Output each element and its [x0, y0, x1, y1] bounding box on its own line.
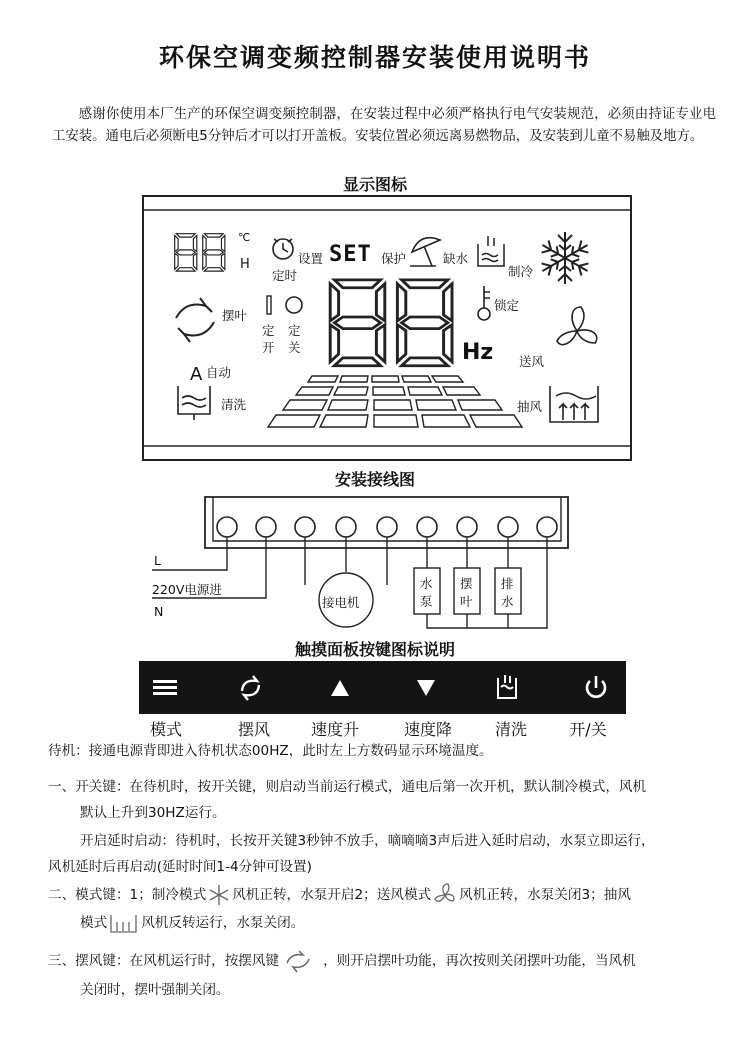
lock-key-icon	[478, 286, 490, 320]
timed-on-label-1: 定	[262, 323, 275, 338]
swing-key-text-b: ，则开启摆叶功能，再次按则关闭摆叶功能，当风机	[323, 953, 636, 969]
timed-off-circle-icon	[286, 297, 302, 313]
settings-label: 设置	[298, 251, 324, 266]
auto-label: 自动	[206, 365, 232, 380]
swing-inline-icon	[279, 947, 323, 975]
exhaust-inline-icon	[107, 911, 141, 935]
wire-L-label: L	[154, 553, 161, 568]
triangle-up-icon	[331, 680, 349, 696]
btn-label-swing: 摆风	[237, 720, 270, 739]
swing-key-line-1	[48, 947, 720, 975]
fan-inline-icon	[431, 883, 459, 907]
clean-label: 清洗	[221, 397, 247, 412]
protect-umbrella-icon	[410, 238, 440, 266]
mode-key-text-c: 风机正转，水泵关闭3；抽风	[459, 887, 631, 903]
h-unit: H	[240, 257, 250, 272]
wire-N-label: N	[154, 604, 164, 619]
swing-blade-label-1: 摆	[460, 576, 473, 591]
temperature-digits	[175, 234, 225, 271]
delay-start-line-1: 开启延时启动：待机时，长按开关键3秒钟不放手，嘀嘀嘀3声后进入延时启动，水泵立即运行，	[80, 833, 655, 849]
mode-key-text-b: 风机正转，水泵开启2；送风模式	[232, 887, 432, 903]
btn-label-clean: 清洗	[494, 720, 527, 739]
timed-off-label-2: 关	[288, 340, 301, 355]
clean-icon	[498, 675, 516, 698]
fan-supply-label: 送风	[519, 354, 545, 369]
swing-key-line-2: 关闭时，摆叶强制关闭。	[80, 982, 230, 998]
motor-label: 接电机	[322, 595, 360, 610]
pump-label-2: 泵	[420, 594, 433, 609]
timed-on-label-2: 开	[262, 340, 275, 355]
mode-key-text-a: 二、模式键：1；制冷模式	[48, 887, 207, 903]
protect-label: 保护	[381, 251, 407, 266]
terminal-block	[217, 517, 557, 537]
drain-label-1: 排	[501, 576, 514, 591]
swing-icon	[242, 676, 259, 700]
intro-paragraph: 感谢你使用本厂生产的环保空调变频控制器，在安装过程中必须严格执行电气安装规范，必须由持证专业电工安装。通电后必须断电5分钟后才可以打开盖板。安装位置必须远离易燃物品，及安装到儿童不易触及地方。	[52, 107, 716, 144]
power-key-line-2: 默认上升到30HZ运行。	[80, 805, 226, 821]
snowflake-icon	[539, 232, 591, 284]
mode-key-text-d: 模式	[80, 915, 108, 931]
triangle-down-icon	[417, 680, 435, 696]
mode-key-text-e: 风机反转运行，水泵关闭。	[141, 915, 305, 931]
display-icons-heading: 显示图标	[342, 175, 407, 194]
swing-key-text-a: 三、摆风键：在风机运行时，按摆风键	[48, 953, 280, 969]
mode-key-line-2	[48, 910, 750, 937]
timer-label: 定时	[272, 268, 298, 283]
low-water-label: 缺水	[443, 251, 469, 266]
swing-blade-label-2: 叶	[460, 594, 473, 609]
set-label: SET	[329, 242, 372, 267]
timed-off-label-1: 定	[288, 323, 301, 338]
pump-label-1: 水	[420, 576, 433, 591]
fan-icon	[557, 307, 597, 345]
btn-label-speed-down: 速度降	[403, 720, 452, 739]
celsius-unit: ℃	[238, 231, 251, 244]
low-water-icon	[478, 236, 504, 266]
level-grid	[268, 376, 522, 427]
exhaust-icon	[550, 386, 598, 422]
lock-label: 锁定	[494, 298, 520, 313]
drain-label-2: 水	[501, 594, 514, 609]
document-title: 环保空调变频控制器安装使用说明书	[158, 43, 591, 72]
btn-label-speed-up: 速度升	[310, 720, 359, 739]
touch-panel-bar	[139, 661, 626, 714]
btn-label-power: 开/关	[569, 720, 607, 739]
wiring-heading: 安装接线图	[334, 470, 415, 489]
power-key-line-1: 一、开关键：在待机时，按开关键，则启动当前运行模式，通电后第一次开机，默认制冷模式，风机	[48, 779, 647, 795]
menu-icon	[153, 680, 177, 695]
hz-label: Hz	[462, 340, 494, 365]
delay-start-line-2: 风机延时后再启动(延时时间1-4分钟可设置)	[48, 859, 312, 875]
btn-label-mode: 模式	[149, 720, 182, 739]
exhaust-label: 抽风	[517, 399, 543, 414]
frequency-digits	[330, 280, 452, 366]
standby-text: 待机：接通电源背即进入待机状态00HZ，此时左上方数码显示环境温度。	[48, 743, 493, 759]
swing-arrows-icon	[176, 298, 214, 342]
power-input-label: 220V电源进	[152, 582, 222, 597]
auto-clean-icon	[178, 386, 210, 420]
mode-key-line-1	[48, 882, 720, 909]
panel-heading: 触摸面板按键图标说明	[294, 640, 455, 659]
swing-label: 摆叶	[222, 308, 248, 323]
snowflake-inline-icon	[206, 883, 232, 907]
auto-letter: A	[190, 364, 203, 385]
timed-on-bar-icon	[267, 296, 271, 314]
cooling-label: 制冷	[508, 264, 534, 279]
timer-clock-icon	[273, 239, 293, 259]
power-icon	[587, 676, 605, 697]
